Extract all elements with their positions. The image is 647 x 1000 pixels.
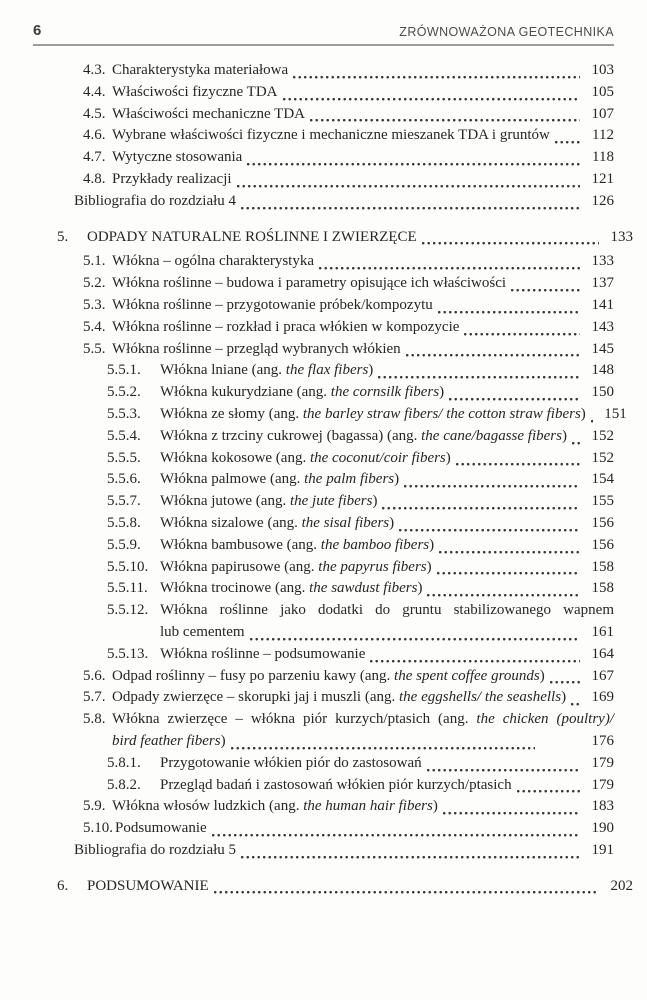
entry-title: Przykłady realizacji <box>112 170 232 187</box>
entry-body <box>160 469 614 491</box>
toc-entry <box>0 317 647 339</box>
toc-entry <box>0 469 647 491</box>
entry-number: 5.5.11. <box>107 580 148 597</box>
entry-number: 5.10. <box>83 820 113 837</box>
entry-body <box>74 840 614 862</box>
entry-number: 6. <box>57 877 69 894</box>
entry-number: 5.5.5. <box>107 449 141 466</box>
entry-body <box>115 818 614 840</box>
toc-entry <box>0 404 647 426</box>
entry-page-number: 105 <box>591 83 614 100</box>
entry-title: Włókna – ogólna charakterystyka <box>112 253 315 270</box>
entry-line-last <box>74 840 614 862</box>
entry-title: Włókna roślinne – rozkład i praca włókien w kompozycie <box>112 318 460 335</box>
running-title: ZRÓWNOWAŻONA GEOTECHNIKA <box>399 25 614 39</box>
dot-leader <box>511 273 580 295</box>
entry-line-last <box>160 513 614 535</box>
dot-leader <box>555 125 580 147</box>
entry-line-last <box>160 360 614 382</box>
page-header <box>33 22 614 46</box>
entry-body <box>87 876 633 898</box>
entry-number: 4.3. <box>83 62 106 78</box>
toc-entry <box>0 818 647 840</box>
toc-entry <box>0 169 647 191</box>
entry-page-number: 133 <box>610 228 633 245</box>
toc-entry <box>0 426 647 448</box>
entry-page-number: 179 <box>591 776 614 793</box>
entry-body <box>112 796 614 818</box>
entry-number: 5.5.13. <box>107 645 149 662</box>
page-number: 6 <box>33 22 42 39</box>
dot-leader <box>241 840 580 862</box>
toc-entry <box>0 753 647 775</box>
entry-line-last <box>160 753 614 775</box>
toc-entry <box>0 448 647 470</box>
entry-body <box>160 775 614 797</box>
toc-entry <box>0 535 647 557</box>
entry-title: Włókna bambusowe (ang. the bamboo fibers) <box>160 536 435 553</box>
entry-title: Włókna roślinne – budowa i parametry opisujące ich właściwości <box>112 275 507 292</box>
dot-leader <box>572 426 580 448</box>
entry-page-number: 176 <box>591 732 614 749</box>
dot-leader <box>237 169 580 191</box>
toc-entry <box>0 360 647 382</box>
dot-leader <box>293 60 580 82</box>
dot-leader <box>517 775 580 797</box>
entry-body <box>87 227 633 249</box>
entry-body <box>160 753 614 775</box>
entry-body <box>160 360 614 382</box>
toc-entry <box>0 147 647 169</box>
entry-page-number: 202 <box>610 877 633 894</box>
entry-line-last <box>160 535 614 557</box>
entry-line-last <box>112 295 614 317</box>
entry-body <box>112 687 614 709</box>
entry-title: Podsumowanie <box>115 820 207 837</box>
entry-page-number: 152 <box>591 427 614 444</box>
toc-entry <box>0 60 647 82</box>
entry-body <box>160 513 614 535</box>
dot-leader <box>571 687 580 709</box>
dot-leader <box>370 644 580 666</box>
entry-title: Włókna papirusowe (ang. the papyrus fibers) <box>160 558 432 575</box>
entry-body <box>160 535 614 557</box>
entry-line-last <box>160 491 614 513</box>
entry-number: 4.4. <box>83 83 106 100</box>
entry-number: 5.2. <box>83 275 106 292</box>
entry-title: Włókna kokosowe (ang. the coconut/coir fibers) <box>160 449 451 466</box>
dot-leader <box>212 818 580 840</box>
entry-page-number: 169 <box>591 689 614 706</box>
entry-number: 5.1. <box>83 253 106 270</box>
entry-line-last <box>112 687 614 709</box>
dot-leader <box>456 448 580 470</box>
entry-number: 5.5.4. <box>107 427 141 444</box>
entry-line-last <box>112 339 614 361</box>
entry-line-last <box>160 775 614 797</box>
entry-title: Włókna ze słomy (ang. the barley straw fibers/ the cotton straw fibers) <box>160 405 586 422</box>
entry-body <box>160 557 614 579</box>
toc-entry <box>0 82 647 104</box>
entry-body <box>112 273 614 295</box>
table-of-contents <box>0 60 647 897</box>
entry-title: Właściwości fizyczne TDA <box>112 83 278 100</box>
dot-leader <box>438 295 580 317</box>
entry-line-last <box>160 469 614 491</box>
entry-page-number: 151 <box>604 405 627 422</box>
toc-entry <box>0 227 647 249</box>
entry-line-last <box>112 82 614 104</box>
entry-page-number: 164 <box>591 645 614 662</box>
entry-line-last <box>74 191 614 213</box>
entry-number: 4.6. <box>83 127 106 144</box>
entry-number: 5.5.7. <box>107 493 141 510</box>
toc-entry <box>0 125 647 147</box>
entry-title: Włókna włosów ludzkich (ang. the human hair fibers) <box>112 798 438 815</box>
entry-title: Charakterystyka materiałowa <box>112 62 289 78</box>
entry-number: 5.5.10. <box>107 558 149 575</box>
entry-line-last <box>112 104 614 126</box>
entry-number: 5.4. <box>83 318 106 335</box>
entry-page-number: 150 <box>591 384 614 401</box>
entry-page-number: 158 <box>591 558 614 575</box>
entry-page-number: 156 <box>591 536 614 553</box>
entry-body <box>112 666 614 688</box>
dot-leader <box>399 513 580 535</box>
entry-title: Włókna lniane (ang. the flax fibers) <box>160 362 374 379</box>
toc-entry <box>0 600 647 644</box>
entry-title: Włókna palmowe (ang. the palm fibers) <box>160 471 400 488</box>
entry-title: Wybrane właściwości fizyczne i mechaniczne mieszanek TDA i gruntów <box>112 127 550 144</box>
entry-body <box>160 426 614 448</box>
toc-entry <box>0 382 647 404</box>
entry-line-last <box>112 60 614 82</box>
entry-line-last <box>112 273 614 295</box>
entry-body <box>112 60 614 82</box>
toc-entry <box>0 775 647 797</box>
entry-number: 4.5. <box>83 105 106 122</box>
entry-number: 4.7. <box>83 149 106 166</box>
dot-leader <box>231 731 535 753</box>
entry-page-number: 103 <box>591 62 614 78</box>
entry-page-number: 154 <box>591 471 614 488</box>
entry-body <box>112 295 614 317</box>
entry-title: Odpad roślinny – fusy po parzeniu kawy (ang. the spent coffee grounds) <box>112 667 545 684</box>
dot-leader <box>247 147 580 169</box>
entry-page-number: 191 <box>591 841 614 858</box>
entry-page-number: 183 <box>591 798 614 815</box>
entry-body <box>112 104 614 126</box>
entry-body <box>160 578 614 600</box>
toc-entry <box>0 491 647 513</box>
dot-leader <box>443 796 580 818</box>
entry-title: Przygotowanie włókien piór do zastosowań <box>160 754 422 771</box>
dot-leader <box>310 104 580 126</box>
dot-leader <box>427 753 580 775</box>
entry-title: Włókna roślinne – podsumowanie <box>160 645 366 662</box>
dot-leader <box>591 404 593 426</box>
toc-entry <box>0 796 647 818</box>
entry-title: Właściwości mechaniczne TDA <box>112 105 305 122</box>
entry-title: bird feather fibers) <box>112 732 226 749</box>
entry-page-number: 107 <box>591 105 614 122</box>
entry-line-last <box>112 147 614 169</box>
entry-line-last <box>87 227 633 249</box>
entry-page-number: 190 <box>591 820 614 837</box>
toc-entry <box>0 104 647 126</box>
toc-entry <box>0 687 647 709</box>
entry-body <box>112 251 614 273</box>
entry-body <box>112 709 614 753</box>
entry-number: 5.5.9. <box>107 536 141 553</box>
toc-entry <box>0 273 647 295</box>
entry-page-number: 112 <box>592 127 614 144</box>
entry-number: 5.5.12. <box>107 602 149 619</box>
entry-line-last <box>160 622 614 644</box>
dot-leader <box>464 317 580 339</box>
entry-number: 5. <box>57 228 69 245</box>
entry-line: Włókna roślinne jako dodatki do gruntu stabilizowanego wapnem <box>160 602 614 619</box>
entry-page-number: 167 <box>591 667 614 684</box>
toc-entry <box>0 513 647 535</box>
entry-body <box>160 382 614 404</box>
entry-number: 5.6. <box>83 667 106 684</box>
entry-page-number: 137 <box>591 275 614 292</box>
toc-entry <box>0 666 647 688</box>
entry-line-last <box>160 382 614 404</box>
entry-body <box>112 147 614 169</box>
entry-line-last <box>112 731 614 753</box>
entry-body <box>74 191 614 213</box>
entry-title: Odpady zwierzęce – skorupki jaj i muszli (ang. the eggshells/ the seashells) <box>112 689 567 706</box>
entry-line-last <box>160 448 614 470</box>
entry-number: 5.5.1. <box>107 362 141 379</box>
entry-body <box>160 491 614 513</box>
entry-number: 5.5.3. <box>107 405 141 422</box>
entry-line-last <box>112 317 614 339</box>
entry-number: 5.3. <box>83 296 106 313</box>
entry-body <box>160 448 614 470</box>
entry-title: Włókna jutowe (ang. the jute fibers) <box>160 493 378 510</box>
toc-entry <box>0 876 647 898</box>
entry-number: 5.5.2. <box>107 384 141 401</box>
toc-entry <box>0 191 647 213</box>
toc-entry <box>0 295 647 317</box>
entry-line-last <box>160 404 627 426</box>
entry-title: Bibliografia do rozdziału 4 <box>74 192 237 209</box>
dot-leader <box>422 227 599 249</box>
entry-line-last <box>112 251 614 273</box>
toc-entry <box>0 557 647 579</box>
dot-leader <box>404 469 580 491</box>
entry-page-number: 118 <box>592 149 614 166</box>
entry-line: Włókna zwierzęce – włókna piór kurzych/ptasich (ang. the chicken (poultry)/ <box>112 711 614 728</box>
entry-page-number: 161 <box>591 623 614 640</box>
entry-title: Włókna z trzciny cukrowej (bagassa) (ang. the cane/bagasse fibers) <box>160 427 567 444</box>
entry-page-number: 133 <box>591 253 614 270</box>
entry-page-number: 141 <box>591 296 614 313</box>
dot-leader <box>382 491 580 513</box>
dot-leader <box>437 557 580 579</box>
entry-line-last <box>112 666 614 688</box>
dot-leader <box>241 191 580 213</box>
entry-line-last <box>160 426 614 448</box>
toc-entry <box>0 709 647 753</box>
dot-leader <box>439 535 580 557</box>
entry-number: 5.7. <box>83 689 106 706</box>
entry-body <box>112 317 614 339</box>
entry-body <box>112 125 614 147</box>
entry-body <box>112 82 614 104</box>
entry-page-number: 145 <box>591 340 614 357</box>
entry-number: 5.8.1. <box>107 754 141 771</box>
entry-title: Włókna kukurydziane (ang. the cornsilk fibers) <box>160 384 445 401</box>
dot-leader <box>550 666 580 688</box>
entry-number: 5.5.6. <box>107 471 141 488</box>
entry-page-number: 158 <box>591 580 614 597</box>
entry-body <box>112 169 614 191</box>
entry-number: 5.5. <box>83 340 106 357</box>
entry-body <box>160 600 614 644</box>
entry-page-number: 152 <box>591 449 614 466</box>
entry-line-last <box>115 818 614 840</box>
toc-entry <box>0 578 647 600</box>
entry-line-last <box>112 125 614 147</box>
toc-entry <box>0 644 647 666</box>
entry-body <box>160 644 614 666</box>
entry-page-number: 155 <box>591 493 614 510</box>
entry-line-last <box>87 876 633 898</box>
entry-line-last <box>112 796 614 818</box>
dot-leader <box>319 251 580 273</box>
entry-page-number: 121 <box>591 170 614 187</box>
dot-leader <box>378 360 580 382</box>
entry-title: Włókna trocinowe (ang. the sawdust fibers) <box>160 580 423 597</box>
entry-number: 5.9. <box>83 798 106 815</box>
entry-title: PODSUMOWANIE <box>87 877 209 894</box>
entry-title: Włókna roślinne – przygotowanie próbek/kompozytu <box>112 296 433 313</box>
entry-title: Przegląd badań i zastosowań włókien piór kurzych/ptasich <box>160 776 512 793</box>
entry-title: Wytyczne stosowania <box>112 149 243 166</box>
entry-title: Włókna roślinne – przegląd wybranych włókien <box>112 340 401 357</box>
entry-title: lub cementem <box>160 623 245 640</box>
entry-page-number: 126 <box>591 192 614 209</box>
entry-number: 5.8. <box>83 711 106 728</box>
entry-line-last <box>160 557 614 579</box>
entry-line-last <box>160 644 614 666</box>
dot-leader <box>427 578 580 600</box>
entry-page-number: 156 <box>591 514 614 531</box>
entry-page-number: 148 <box>591 362 614 379</box>
entry-page-number: 179 <box>591 754 614 771</box>
entry-number: 5.8.2. <box>107 776 141 793</box>
dot-leader <box>250 622 580 644</box>
toc-entry <box>0 840 647 862</box>
entry-body <box>112 339 614 361</box>
entry-line-last <box>160 578 614 600</box>
dot-leader <box>214 876 599 898</box>
entry-number: 4.8. <box>83 170 106 187</box>
entry-body <box>160 404 627 426</box>
dot-leader <box>449 382 580 404</box>
dot-leader <box>283 82 581 104</box>
dot-leader <box>406 339 580 361</box>
entry-title: ODPADY NATURALNE ROŚLINNE I ZWIERZĘCE <box>87 228 417 245</box>
toc-entry <box>0 251 647 273</box>
entry-line-last <box>112 169 614 191</box>
entry-title: Bibliografia do rozdziału 5 <box>74 841 237 858</box>
entry-number: 5.5.8. <box>107 514 141 531</box>
toc-entry <box>0 339 647 361</box>
entry-page-number: 143 <box>591 318 614 335</box>
entry-title: Włókna sizalowe (ang. the sisal fibers) <box>160 514 395 531</box>
